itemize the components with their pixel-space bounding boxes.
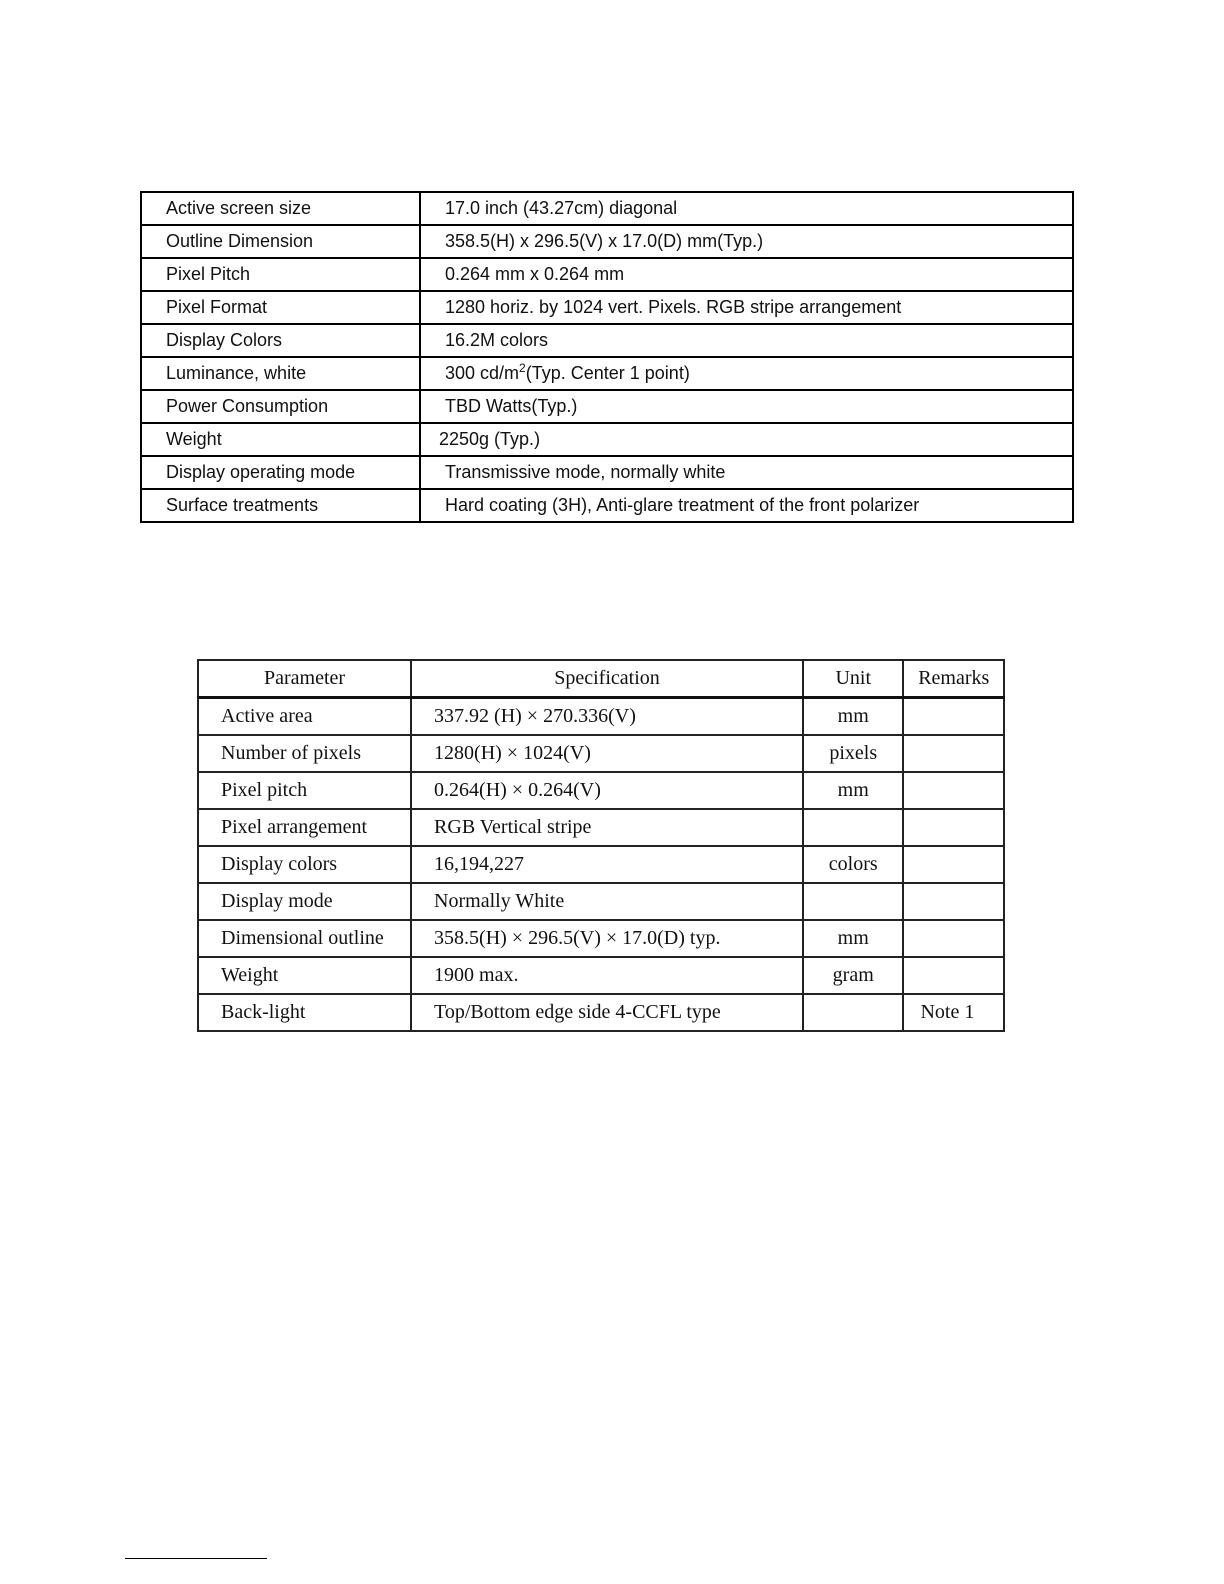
luminance-note: (Typ. Center 1 point) — [525, 363, 690, 383]
parameter-cell: Display colors — [198, 846, 411, 883]
unit-cell: colors — [803, 846, 903, 883]
table-row — [141, 258, 1073, 291]
remarks-cell — [903, 735, 1004, 772]
luminance-value: 300 cd/m — [445, 363, 520, 383]
unit-cell: gram — [803, 957, 903, 994]
table-row — [141, 357, 1073, 390]
table-row — [141, 192, 1073, 225]
parameter-cell: Number of pixels — [198, 735, 411, 772]
spec-value: Transmissive mode, normally white — [420, 456, 1073, 489]
specification-cell: 0.264(H) × 0.264(V) — [411, 772, 803, 809]
remarks-cell — [903, 846, 1004, 883]
remarks-cell — [903, 957, 1004, 994]
table-row — [141, 225, 1073, 258]
spec-key: Pixel Format — [141, 291, 420, 324]
table-row — [198, 957, 1004, 994]
table-row — [141, 489, 1073, 522]
spec-key: Luminance, white — [141, 357, 420, 390]
spec-key: Active screen size — [141, 192, 420, 225]
spec-key: Pixel Pitch — [141, 258, 420, 291]
spec-key: Power Consumption — [141, 390, 420, 423]
remarks-cell — [903, 920, 1004, 957]
parameter-spec-table — [197, 659, 1005, 1032]
header-unit: Unit — [803, 660, 903, 698]
table-row — [141, 456, 1073, 489]
unit-cell — [803, 809, 903, 846]
remarks-cell — [903, 809, 1004, 846]
spec-value — [420, 357, 1073, 390]
spec-key: Outline Dimension — [141, 225, 420, 258]
spec-value: Hard coating (3H), Anti-glare treatment of the front polarizer — [420, 489, 1073, 522]
parameter-cell: Weight — [198, 957, 411, 994]
table-row — [198, 698, 1004, 736]
remarks-cell — [903, 883, 1004, 920]
superscript: 2 — [519, 361, 526, 375]
specification-cell: Top/Bottom edge side 4-CCFL type — [411, 994, 803, 1031]
footnote-separator — [125, 1558, 267, 1559]
parameter-cell: Display mode — [198, 883, 411, 920]
unit-cell: mm — [803, 772, 903, 809]
header-row — [198, 660, 1004, 698]
parameter-cell: Dimensional outline — [198, 920, 411, 957]
specification-cell: 337.92 (H) × 270.336(V) — [411, 698, 803, 736]
table-row — [198, 994, 1004, 1031]
table-row — [198, 920, 1004, 957]
unit-cell: pixels — [803, 735, 903, 772]
remarks-cell — [903, 698, 1004, 736]
remarks-cell — [903, 772, 1004, 809]
remarks-cell: Note 1 — [903, 994, 1004, 1031]
spec-key: Display operating mode — [141, 456, 420, 489]
parameter-cell: Back-light — [198, 994, 411, 1031]
parameter-cell: Pixel arrangement — [198, 809, 411, 846]
spec-value: 16.2M colors — [420, 324, 1073, 357]
specification-cell: 358.5(H) × 296.5(V) × 17.0(D) typ. — [411, 920, 803, 957]
unit-cell — [803, 883, 903, 920]
header-parameter: Parameter — [198, 660, 411, 698]
specification-cell: 1900 max. — [411, 957, 803, 994]
spec-value: 2250g (Typ.) — [420, 423, 1073, 456]
spec-key: Display Colors — [141, 324, 420, 357]
specification-cell: 16,194,227 — [411, 846, 803, 883]
header-remarks: Remarks — [903, 660, 1004, 698]
table-row — [198, 809, 1004, 846]
table-row — [141, 423, 1073, 456]
table-row — [198, 883, 1004, 920]
unit-cell: mm — [803, 920, 903, 957]
parameter-cell: Pixel pitch — [198, 772, 411, 809]
spec-value: 0.264 mm x 0.264 mm — [420, 258, 1073, 291]
table-row — [198, 735, 1004, 772]
spec-value: 17.0 inch (43.27cm) diagonal — [420, 192, 1073, 225]
unit-cell — [803, 994, 903, 1031]
specification-cell: Normally White — [411, 883, 803, 920]
general-specs-table — [140, 191, 1074, 523]
specification-cell: 1280(H) × 1024(V) — [411, 735, 803, 772]
spec-value: TBD Watts(Typ.) — [420, 390, 1073, 423]
header-specification: Specification — [411, 660, 803, 698]
table-row — [141, 324, 1073, 357]
parameter-cell: Active area — [198, 698, 411, 736]
spec-value: 1280 horiz. by 1024 vert. Pixels. RGB stripe arrangement — [420, 291, 1073, 324]
table-row — [141, 291, 1073, 324]
table-row — [198, 846, 1004, 883]
table-row — [141, 390, 1073, 423]
spec-value: 358.5(H) x 296.5(V) x 17.0(D) mm(Typ.) — [420, 225, 1073, 258]
table-row — [198, 772, 1004, 809]
specification-cell: RGB Vertical stripe — [411, 809, 803, 846]
spec-key: Weight — [141, 423, 420, 456]
spec-key: Surface treatments — [141, 489, 420, 522]
unit-cell: mm — [803, 698, 903, 736]
